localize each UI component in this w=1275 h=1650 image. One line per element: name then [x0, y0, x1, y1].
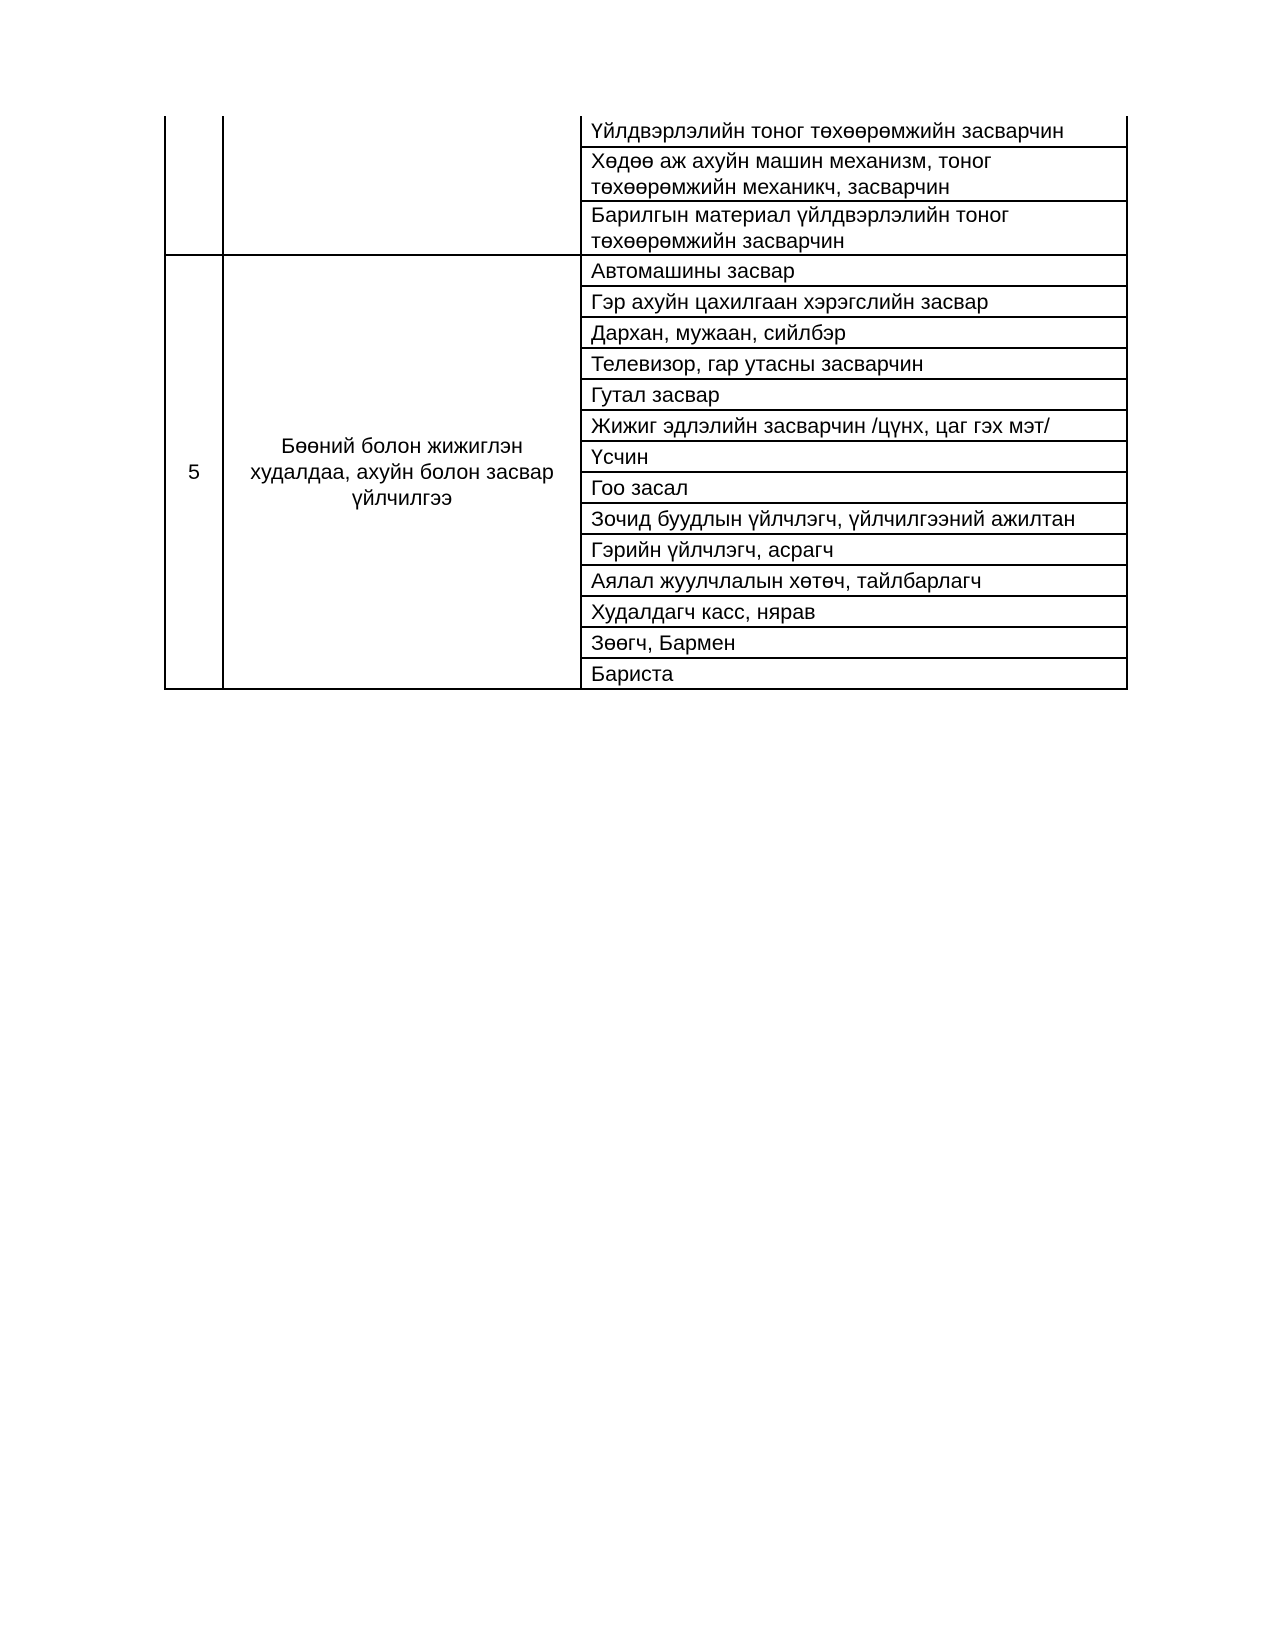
row-number-cell: [165, 116, 223, 255]
occupation-item: Гэрийн үйлчлэгч, асрагч: [581, 534, 1127, 565]
occupation-item: Жижиг эдлэлийн засварчин /цүнх, цаг гэх мэт/: [581, 410, 1127, 441]
occupation-item: Зочид буудлын үйлчлэгч, үйлчилгээний ажилтан: [581, 503, 1127, 534]
occupation-item: Барилгын материал үйлдвэрлэлийн тоног төхөөрөмжийн засварчин: [581, 201, 1127, 255]
occupation-item: Худалдагч касс, нярав: [581, 596, 1127, 627]
occupation-item: Автомашины засвар: [581, 255, 1127, 286]
occupation-item: Телевизор, гар утасны засварчин: [581, 348, 1127, 379]
occupation-item: Бариста: [581, 658, 1127, 689]
occupation-item: Гоо засал: [581, 472, 1127, 503]
occupation-item: Үсчин: [581, 441, 1127, 472]
occupation-item: Зөөгч, Бармен: [581, 627, 1127, 658]
occupation-item: Хөдөө аж ахуйн машин механизм, тоног төхөөрөмжийн механикч, засварчин: [581, 147, 1127, 201]
occupation-item: Аялал жуулчлалын хөтөч, тайлбарлагч: [581, 565, 1127, 596]
occupation-table: [164, 116, 1128, 690]
occupation-item: Гэр ахуйн цахилгаан хэрэгслийн засвар: [581, 286, 1127, 317]
category-cell: Бөөний болон жижиглэн худалдаа, ахуйн болон засвар үйлчилгээ: [223, 255, 581, 689]
occupation-item: Гутал засвар: [581, 379, 1127, 410]
occupation-item: Дархан, мужаан, сийлбэр: [581, 317, 1127, 348]
table-row: [165, 255, 1127, 286]
table-row: [165, 116, 1127, 147]
category-cell: [223, 116, 581, 255]
row-number-cell: 5: [165, 255, 223, 689]
occupation-item: Үйлдвэрлэлийн тоног төхөөрөмжийн засварчин: [581, 116, 1127, 147]
